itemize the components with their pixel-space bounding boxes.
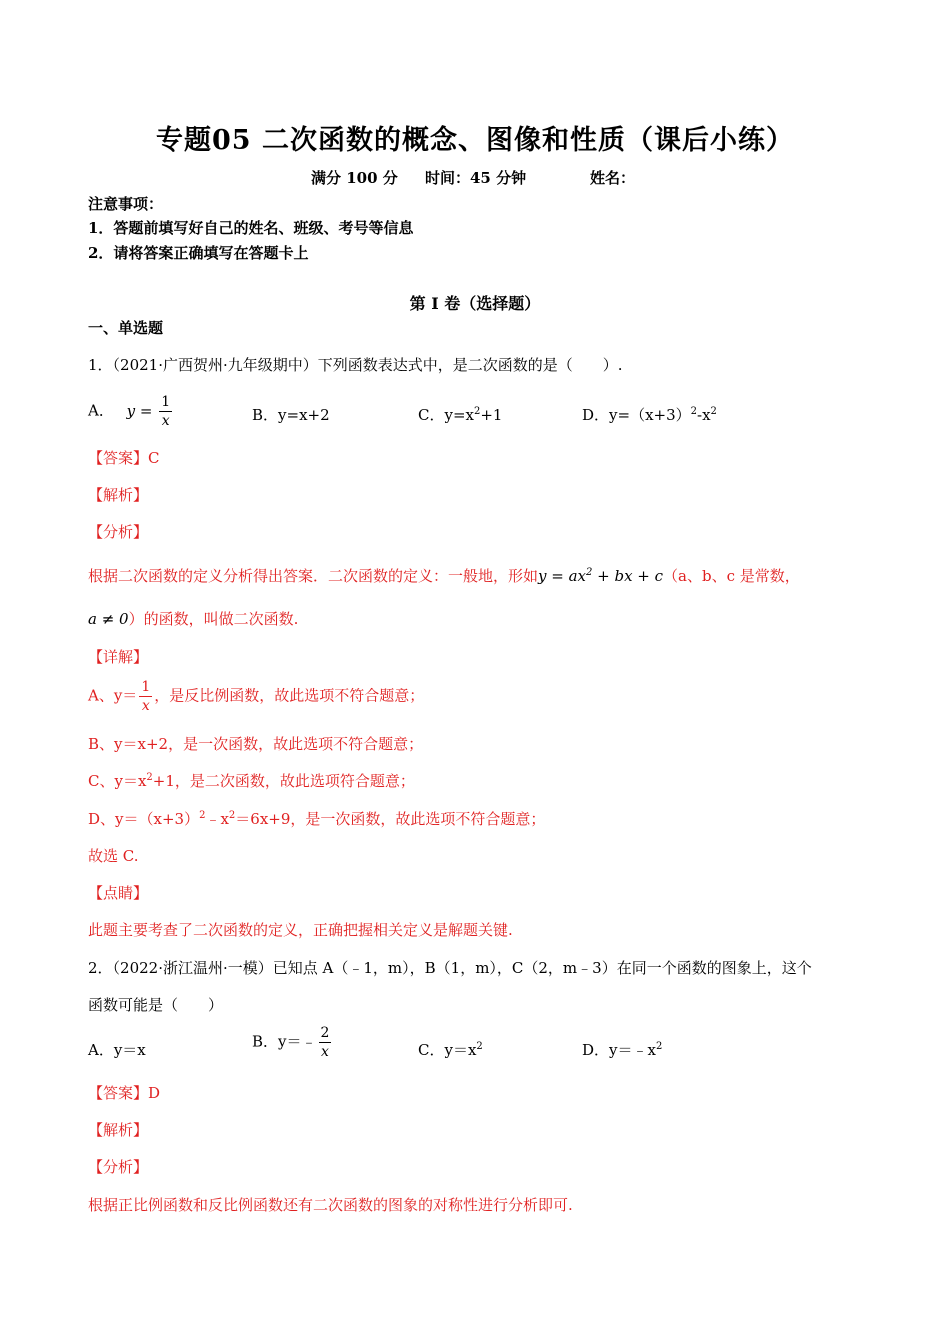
q1-analysis-line1: 根据二次函数的定义分析得出答案．二次函数的定义：一般地，形如$y = ax^2$ + bx + c（a、b、c 是常数， <box>88 567 800 585</box>
q1-detail-a: A、y＝ $\frac{1}{x}$ ，是反比例函数，故此选项不符合题意； <box>88 679 425 714</box>
q1-option-a <box>88 395 174 428</box>
q1-jiexi: 【解析】 <box>88 486 149 504</box>
q1-detail-d: D、$y=(x+3)^2﹣x^2=6x+9$，是一次函数，故此选项不符合题意； <box>88 810 546 828</box>
q2-analysis: 根据正比例函数和反比例函数还有二次函数的图象的对称性进行分析即可. <box>88 1196 573 1214</box>
q1-option-b: B．y=x+2 <box>252 406 330 424</box>
q1-analysis-line2: a ≠ 0）的函数，叫做二次函数. <box>88 610 299 628</box>
q2-option-a: A．y＝x <box>88 1041 146 1059</box>
q2-fenxi: 【分析】 <box>88 1158 149 1176</box>
q2-jiexi: 【解析】 <box>88 1121 149 1139</box>
q1-option-a-lhs: y = <box>126 401 153 420</box>
notice-item-2: 2．请将答案正确填写在答题卡上 <box>88 244 309 262</box>
q2-option-b: B．y＝﹣ $\frac{2}{x}$ <box>252 1025 330 1060</box>
q1-xiangjie: 【详解】 <box>88 648 149 666</box>
quadratic-formula: $y = ax^2$ + bx + c <box>538 567 664 585</box>
notice-item-1: 1．答题前填写好自己的姓名、班级、考号等信息 <box>88 219 414 237</box>
page-title: 专题05 二次函数的概念、图像和性质（课后小练） <box>156 125 794 156</box>
fraction-denominator: x <box>161 413 170 429</box>
q1-choose: 故选 C. <box>88 847 139 865</box>
q2-stem-line2: 函数可能是（ ） <box>88 996 224 1014</box>
q2-stem-line1: 2．（2022·浙江温州·一模）已知点 A（﹣1，m），B（1，m），C（2，m﹣3）在同一个函数的图象上，这个 <box>88 959 812 977</box>
fraction-numerator: 1 <box>161 394 171 410</box>
q1-option-d: D．$y=(x+3)^2-x^2$ <box>582 406 717 424</box>
time-limit: 时间：45 分钟 <box>425 169 527 187</box>
q1-detail-c: C、$y=x^2+1$，是二次函数，故此选项符合题意； <box>88 772 415 790</box>
q1-stem: 1．（2021·广西贺州·九年级期中）下列函数表达式中，是二次函数的是（ ）. <box>88 356 623 374</box>
q1-option-a-label: A． <box>88 401 114 420</box>
q2-option-c: C．$y=x^2$ <box>418 1041 483 1059</box>
q1-fenxi: 【分析】 <box>88 523 149 541</box>
q2-option-d: D．$y=﹣x^2$ <box>582 1041 663 1059</box>
q1-dianjing: 【点睛】 <box>88 884 149 902</box>
section-title: 一、单选题 <box>88 319 164 337</box>
q1-option-c: C．$y=x^2+1$ <box>418 406 503 424</box>
q1-comment: 此题主要考查了二次函数的定义，正确把握相关定义是解题关键. <box>88 921 513 939</box>
q1-detail-b: B、y＝x+2，是一次函数，故此选项不符合题意； <box>88 735 424 753</box>
name-label: 姓名： <box>590 169 636 187</box>
detail-a-fraction: $\frac{1}{x}$ <box>141 679 151 714</box>
volume-title: 第 I 卷（选择题） <box>409 294 541 313</box>
full-score: 满分 100 分 <box>311 169 398 187</box>
q2-answer: 【答案】D <box>88 1084 161 1102</box>
notice-heading: 注意事项： <box>88 195 164 213</box>
option-b-fraction: $\frac{2}{x}$ <box>320 1025 330 1060</box>
q1-answer: 【答案】C <box>88 449 160 467</box>
q1-option-a-fraction <box>159 395 172 428</box>
